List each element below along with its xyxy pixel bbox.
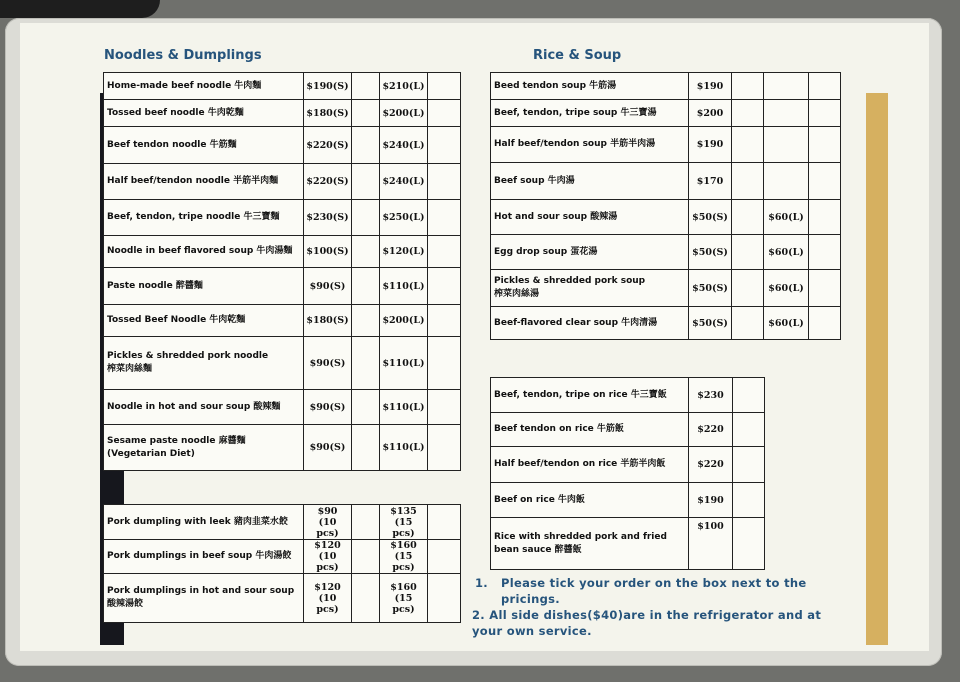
item-name-line: (Vegetarian Diet) [107,448,195,459]
item-name-line: Sesame paste noodle 麻醬麵 [107,435,246,446]
item-name: Hot and sour soup 酸辣湯 [491,200,689,235]
item-name: Beed tendon soup 牛筋湯 [491,73,689,100]
order-checkbox[interactable] [428,337,461,390]
order-notes [472,575,842,639]
order-checkbox[interactable] [352,164,380,200]
item-name-line: 榨菜肉絲麵 [107,364,153,374]
price: $190 [689,127,732,163]
menu-row [104,505,461,540]
menu-row [491,163,841,200]
price: $200(L) [380,305,428,337]
item-name [104,425,304,471]
item-name-line: Pickles & shredded pork noodle [107,351,269,361]
background-object [0,0,160,18]
price-amount: $135 [390,505,417,517]
item-name: Pork dumplings in beef soup 牛肉湯餃 [104,540,304,574]
price: $200 [689,100,732,127]
order-checkbox[interactable] [732,127,764,163]
order-checkbox[interactable] [352,505,380,540]
item-name: Pork dumpling with leek 豬肉韭菜水餃 [104,505,304,540]
order-checkbox[interactable] [428,100,461,127]
item-name-line: bean sauce 醉醬飯 [494,544,582,555]
item-name: Half beef/tendon on rice 半筋半肉飯 [491,447,689,483]
item-name: Paste noodle 醉醬麵 [104,268,304,305]
order-checkbox[interactable] [809,127,841,163]
order-checkbox[interactable] [809,235,841,270]
price: $230(S) [304,200,352,236]
order-checkbox[interactable] [809,307,841,340]
price: $180(S) [304,305,352,337]
note1-number: 1. [475,576,488,590]
item-name: Beef on rice 牛肉飯 [491,483,689,518]
note2-text: 2. All side dishes($40)are in the refrigerator and at your own service. [472,608,822,638]
order-checkbox[interactable] [733,413,765,447]
menu-row [104,100,461,127]
price: $120(L) [380,236,428,268]
menu-row [491,73,841,100]
item-name: Beef-flavored clear soup 牛肉清湯 [491,307,689,340]
price: $230 [689,378,733,413]
item-name: Noodle in beef flavored soup 牛肉湯麵 [104,236,304,268]
price [764,100,809,127]
price: $110(L) [380,268,428,305]
price: $60(L) [764,307,809,340]
order-checkbox[interactable] [352,305,380,337]
order-checkbox[interactable] [809,100,841,127]
item-name-line: 酸辣湯餃 [107,599,144,609]
price [304,505,352,540]
order-checkbox[interactable] [428,305,461,337]
order-checkbox[interactable] [428,540,461,574]
menu-row [491,483,765,518]
item-name: Tossed Beef Noodle 牛肉乾麵 [104,305,304,337]
item-name [104,337,304,390]
price [380,574,428,623]
item-name-line: 榨菜肉絲湯 [494,289,540,299]
order-checkbox[interactable] [732,100,764,127]
order-checkbox[interactable] [809,270,841,307]
price-amount: $160 [390,540,417,551]
order-checkbox[interactable] [428,236,461,268]
order-checkbox[interactable] [352,574,380,623]
order-checkbox[interactable] [352,540,380,574]
price: $110(L) [380,337,428,390]
menu-row [491,518,765,570]
order-checkbox[interactable] [428,127,461,164]
order-checkbox[interactable] [732,270,764,307]
menu-row [491,100,841,127]
order-checkbox[interactable] [428,268,461,305]
price: $200(L) [380,100,428,127]
price: $90(S) [304,337,352,390]
price-quantity: (15 pcs) [392,592,415,615]
menu-row [104,540,461,574]
order-checkbox[interactable] [732,73,764,100]
soups-table [490,72,841,340]
price: $190(S) [304,73,352,100]
item-name: Tossed beef noodle 牛肉乾麵 [104,100,304,127]
price [304,540,352,574]
item-name [491,518,689,570]
price: $250(L) [380,200,428,236]
order-checkbox[interactable] [428,505,461,540]
order-checkbox[interactable] [428,574,461,623]
item-name: Beef tendon on rice 牛筋飯 [491,413,689,447]
price: $50(S) [689,200,732,235]
price: $220 [689,413,733,447]
item-name [491,270,689,307]
price: $240(L) [380,127,428,164]
order-checkbox[interactable] [428,164,461,200]
item-name: Beef, tendon, tripe noodle 牛三寶麵 [104,200,304,236]
price: $220 [689,447,733,483]
menu-row [104,200,461,236]
item-name: Noodle in hot and sour soup 酸辣麵 [104,390,304,425]
price: $210(L) [380,73,428,100]
price [380,505,428,540]
item-name: Beef, tendon, tripe on rice 牛三寶飯 [491,378,689,413]
noodles-table [103,72,461,471]
price: $240(L) [380,164,428,200]
item-name: Half beef/tendon soup 半筋半肉湯 [491,127,689,163]
menu-row [491,413,765,447]
price [764,73,809,100]
price: $60(L) [764,270,809,307]
order-checkbox[interactable] [352,236,380,268]
item-name: Half beef/tendon noodle 半筋半肉麵 [104,164,304,200]
noodles-dumplings-heading: Noodles & Dumplings [104,48,262,63]
price [764,127,809,163]
item-name: Home-made beef noodle 牛肉麵 [104,73,304,100]
menu-row [491,270,841,307]
dumplings-table [103,504,461,623]
price: $90(S) [304,390,352,425]
item-name: Beef tendon noodle 牛筋麵 [104,127,304,164]
price: $190 [689,483,733,518]
order-checkbox[interactable] [428,390,461,425]
order-checkbox[interactable] [733,518,765,570]
price: $220(S) [304,127,352,164]
price: $100 [689,518,733,570]
item-name: Beef, tendon, tripe soup 牛三寶湯 [491,100,689,127]
rice-table [490,377,765,570]
price: $170 [689,163,732,200]
price-quantity: (15 pcs) [392,551,415,573]
note1-text: Please tick your order on the box next to the pricings. [501,576,807,606]
price: $180(S) [304,100,352,127]
price: $190 [689,73,732,100]
price-amount: $120 [314,581,341,593]
menu-row [104,574,461,623]
item-name-line: Pork dumplings in hot and sour soup [107,586,295,596]
menu-row [104,127,461,164]
price: $50(S) [689,307,732,340]
menu-row [491,235,841,270]
price: $60(L) [764,200,809,235]
menu-row [104,425,461,471]
order-checkbox[interactable] [352,73,380,100]
order-checkbox[interactable] [352,127,380,164]
order-checkbox[interactable] [809,200,841,235]
price: $50(S) [689,235,732,270]
rice-soup-heading: Rice & Soup [533,48,622,63]
price: $60(L) [764,235,809,270]
item-name [104,574,304,623]
item-name: Beef soup 牛肉湯 [491,163,689,200]
price-quantity: (15 pcs) [392,516,415,539]
order-checkbox[interactable] [732,200,764,235]
item-name-line: Rice with shredded pork and fried [494,531,667,542]
price: $90(S) [304,425,352,471]
item-name: Egg drop soup 蛋花湯 [491,235,689,270]
menu-row [491,307,841,340]
order-checkbox[interactable] [428,425,461,471]
price [380,540,428,574]
order-checkbox[interactable] [733,378,765,413]
menu-row [491,378,765,413]
menu-row [491,447,765,483]
menu-row [104,73,461,100]
menu-row [104,337,461,390]
price: $90(S) [304,268,352,305]
order-checkbox[interactable] [352,425,380,471]
price-amount: $120 [314,540,341,551]
order-checkbox[interactable] [809,163,841,200]
order-checkbox[interactable] [428,73,461,100]
order-checkbox[interactable] [732,235,764,270]
order-checkbox[interactable] [352,337,380,390]
order-checkbox[interactable] [428,200,461,236]
price-quantity: (10 pcs) [316,516,339,539]
price-amount: $90 [317,505,338,517]
price: $220(S) [304,164,352,200]
price: $110(L) [380,390,428,425]
price: $50(S) [689,270,732,307]
price [764,163,809,200]
price-amount: $160 [390,581,417,593]
order-checkbox[interactable] [733,447,765,483]
item-name-line: Pickles & shredded pork soup [494,276,646,286]
menu-row [104,390,461,425]
order-checkbox[interactable] [352,200,380,236]
price: $110(L) [380,425,428,471]
order-checkbox[interactable] [733,483,765,518]
order-checkbox[interactable] [809,73,841,100]
right-decorative-stripe [866,93,888,645]
price-quantity: (10 pcs) [316,592,339,615]
order-checkbox[interactable] [732,163,764,200]
order-checkbox[interactable] [732,307,764,340]
menu-row [491,200,841,235]
menu-row [104,164,461,200]
menu-row [104,268,461,305]
price [304,574,352,623]
menu-row [491,127,841,163]
order-checkbox[interactable] [352,268,380,305]
price-quantity: (10 pcs) [316,551,339,573]
menu-row [104,236,461,268]
order-checkbox[interactable] [352,390,380,425]
menu-row [104,305,461,337]
price: $100(S) [304,236,352,268]
order-checkbox[interactable] [352,100,380,127]
